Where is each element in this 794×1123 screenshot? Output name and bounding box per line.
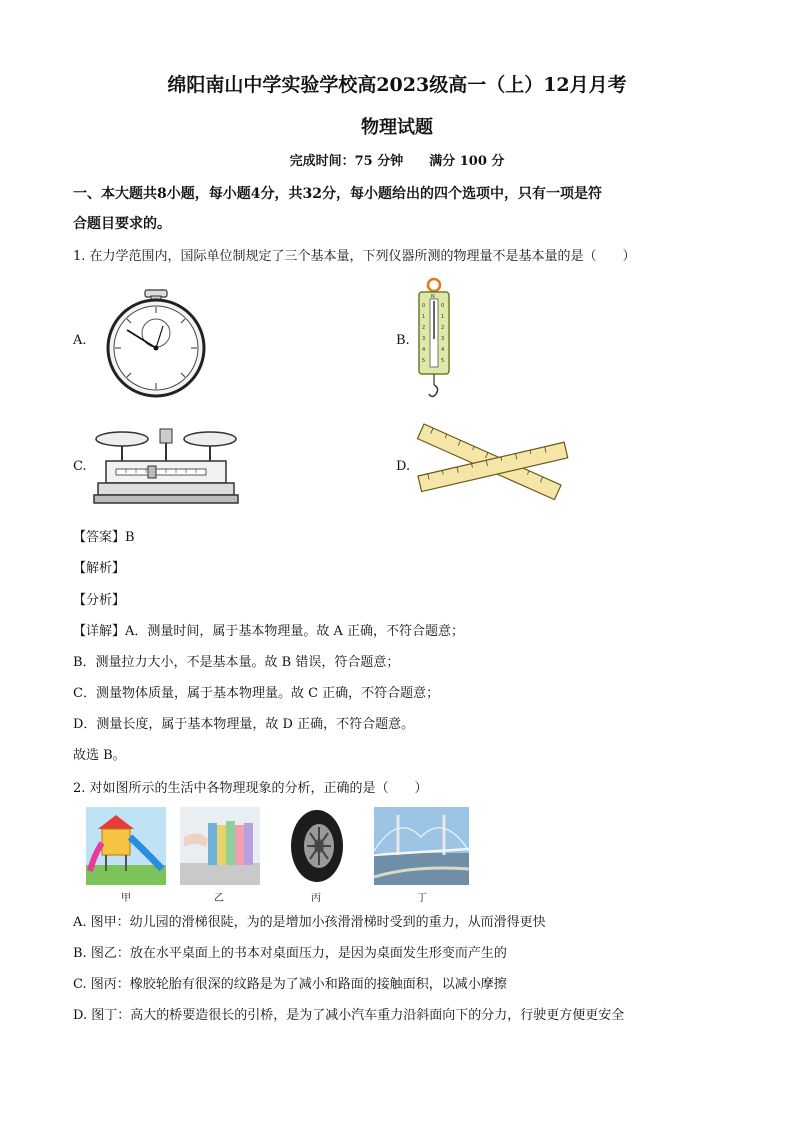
books-on-table-image bbox=[180, 807, 260, 885]
svg-text:5: 5 bbox=[422, 358, 426, 364]
svg-text:1: 1 bbox=[422, 314, 426, 320]
q2-option-a: A. 图甲：幼儿园的滑梯很陡，为的是增加小孩滑滑梯时受到的重力，从而滑得更快 bbox=[73, 915, 546, 930]
q2-option-b: B. 图乙：放在水平桌面上的书本对桌面压力，是因为桌面发生形变而产生的 bbox=[73, 946, 507, 961]
svg-text:4: 4 bbox=[441, 347, 445, 353]
q2-option-c: C. 图丙：橡胶轮胎有很深的纹路是为了减小和路面的接触面积，以减小摩擦 bbox=[73, 977, 507, 992]
caption-yi: 乙 bbox=[214, 893, 224, 904]
q1-option-b-label: B. bbox=[396, 333, 410, 348]
stopwatch-image bbox=[93, 288, 223, 398]
question-2-stem: 2. 对如图所示的生活中各物理现象的分析，正确的是（ ） bbox=[73, 781, 428, 796]
bridge-image bbox=[374, 807, 469, 885]
svg-text:5: 5 bbox=[441, 358, 445, 364]
svg-text:3: 3 bbox=[422, 336, 426, 342]
spring-scale-image bbox=[414, 277, 454, 407]
playground-slide-image bbox=[86, 807, 166, 885]
section-heading-line1: 一、本大题共8小题，每小题4分，共32分，每小题给出的四个选项中，只有一项是符 bbox=[73, 186, 602, 202]
q1-analysis-label: 【解析】 bbox=[73, 561, 126, 576]
q1-option-c-label: C. bbox=[73, 459, 87, 474]
caption-ding: 丁 bbox=[417, 893, 427, 904]
svg-text:3: 3 bbox=[441, 336, 445, 342]
svg-text:2: 2 bbox=[441, 325, 445, 331]
subject-title: 物理试题 bbox=[361, 117, 433, 138]
q1-option-a-label: A. bbox=[73, 333, 87, 348]
section-heading-line2: 合题目要求的。 bbox=[73, 216, 171, 232]
q1-fenxi-label: 【分析】 bbox=[73, 593, 126, 608]
rulers-image bbox=[414, 418, 569, 513]
exam-title: 绵阳南山中学实验学校高2023级高一（上）12月月考 bbox=[167, 74, 627, 96]
svg-text:N: N bbox=[431, 294, 435, 300]
question-1-stem: 1. 在力学范围内，国际单位制规定了三个基本量，下列仪器所测的物理量不是基本量的是（ ） bbox=[73, 249, 636, 264]
q1-conclusion: 故选 B。 bbox=[73, 748, 126, 763]
q1-detail-line: C．测量物体质量，属于基本物理量。故 C 正确，不符合题意； bbox=[73, 686, 440, 701]
balance-scale-image bbox=[92, 425, 242, 510]
svg-text:0: 0 bbox=[422, 303, 426, 309]
svg-text:2: 2 bbox=[422, 325, 426, 331]
q1-detail-line: D．测量长度，属于基本物理量，故 D 正确，不符合题意。 bbox=[73, 717, 415, 732]
q1-detail-line: 【详解】A．测量时间，属于基本物理量。故 A 正确，不符合题意； bbox=[73, 624, 465, 639]
q2-option-d: D. 图丁：高大的桥要造很长的引桥，是为了减小汽车重力沿斜面向下的分力，行驶更方便更安全 bbox=[73, 1008, 625, 1023]
exam-meta: 完成时间：75 分钟 满分 100 分 bbox=[289, 154, 505, 169]
svg-text:1: 1 bbox=[441, 314, 445, 320]
tire-image bbox=[285, 807, 349, 885]
caption-jia: 甲 bbox=[121, 893, 131, 904]
q1-answer: 【答案】B bbox=[73, 530, 135, 545]
caption-bing: 丙 bbox=[311, 893, 321, 904]
svg-text:0: 0 bbox=[441, 303, 445, 309]
svg-text:4: 4 bbox=[422, 347, 426, 353]
q1-detail-line: B．测量拉力大小，不是基本量。故 B 错误，符合题意； bbox=[73, 655, 400, 670]
q1-option-d-label: D. bbox=[396, 459, 411, 474]
